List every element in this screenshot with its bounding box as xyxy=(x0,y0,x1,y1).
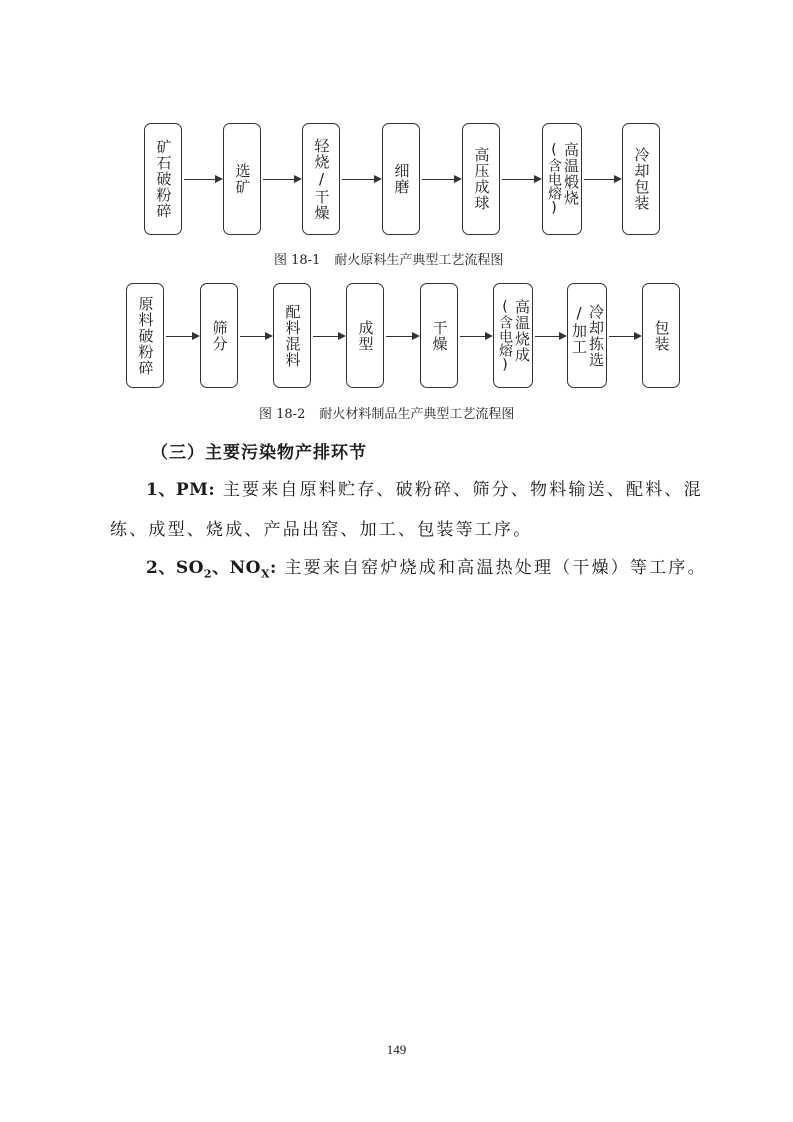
flow-arrow xyxy=(184,179,221,180)
flow-box-sublabel: (含电熔) xyxy=(497,298,513,373)
flow-arrow xyxy=(342,179,380,180)
figure-caption-18-1 xyxy=(274,249,503,268)
flow-box-label: 包装 xyxy=(652,319,671,352)
flow-box-label: 选矿 xyxy=(233,163,252,195)
flow-box-sublabel: /加工 xyxy=(570,303,588,355)
caption-text: 耐火材料制品生产典型工艺流程图 xyxy=(319,407,515,422)
flow-box-drying xyxy=(420,283,458,388)
flow-box-label: 高温烧成 xyxy=(513,298,531,363)
section-heading: （三）主要污染物产排环节 xyxy=(151,443,367,463)
flow-box-beneficiation xyxy=(223,123,261,235)
flow-box-label: 成型 xyxy=(356,319,375,352)
flow-box-cooling-sorting xyxy=(567,283,607,388)
flow-box-high-temp-firing xyxy=(493,283,533,388)
flow-box-label: 细磨 xyxy=(392,163,411,195)
figure-caption-18-2 xyxy=(259,403,514,422)
flow-box-forming xyxy=(346,283,384,388)
item-label: 1、PM: xyxy=(146,480,216,500)
flow-box-label: 高压成球 xyxy=(472,147,491,211)
flow-arrow xyxy=(609,336,640,337)
flow-arrow xyxy=(422,179,460,180)
flow-box-light-calcining xyxy=(302,123,340,235)
flow-arrow xyxy=(460,336,491,337)
flow-arrow xyxy=(502,179,540,180)
paragraph-so2-nox xyxy=(110,548,710,594)
item-text: 主要来自窑炉烧成和高温热处理（干燥）等工序。 xyxy=(284,558,707,578)
page-number: 149 xyxy=(386,1042,407,1057)
flow-box-label: 冷却包装 xyxy=(632,147,651,211)
item-text: 主要来自原料贮存、破粉碎、筛分、物料输送、配料、混练、成型、烧成、产品出窑、加工、包装等工序。 xyxy=(110,480,703,540)
paragraph-pm xyxy=(110,470,710,550)
flow-box-label: 冷却拣选 xyxy=(587,303,605,368)
caption-number: 图 18-1 xyxy=(274,253,321,268)
flow-arrow xyxy=(263,179,300,180)
flow-box-label: 矿石破粉碎 xyxy=(154,139,173,219)
flow-box-label: 轻烧/干燥 xyxy=(312,137,331,221)
flow-box-sublabel: (含电熔) xyxy=(546,142,562,216)
flow-box-label-group xyxy=(496,299,530,373)
flow-box-label: 干燥 xyxy=(430,319,449,352)
flow-arrow xyxy=(535,336,565,337)
flow-arrow xyxy=(166,336,198,337)
flow-box-label: 配料混料 xyxy=(283,303,302,368)
flow-box-label: 原料破粉碎 xyxy=(136,295,155,376)
flow-box-screening xyxy=(200,283,238,388)
caption-number: 图 18-2 xyxy=(259,407,306,422)
flow-box-raw-crushing xyxy=(126,283,164,388)
flow-box-batching-mixing xyxy=(273,283,311,388)
flow-box-high-temp-calcining xyxy=(542,123,582,235)
flow-box-high-pressure-balling xyxy=(462,123,500,235)
flow-box-fine-grinding xyxy=(382,123,420,235)
caption-text: 耐火原料生产典型工艺流程图 xyxy=(334,253,504,268)
flow-box-crushing xyxy=(144,123,182,235)
flow-arrow xyxy=(386,336,418,337)
item-label: 2、$SO_2$、$NO_X$: xyxy=(146,558,277,581)
flow-arrow xyxy=(240,336,271,337)
flow-box-label: 高温煅烧 xyxy=(562,142,580,206)
flow-box-packaging xyxy=(642,283,680,388)
flow-arrow xyxy=(313,336,344,337)
flow-box-label-group xyxy=(570,304,604,368)
flow-arrow xyxy=(584,179,620,180)
flow-box-label-group xyxy=(545,142,579,216)
flow-box-cooling-packaging xyxy=(622,123,660,235)
flow-box-label: 筛分 xyxy=(210,319,229,352)
